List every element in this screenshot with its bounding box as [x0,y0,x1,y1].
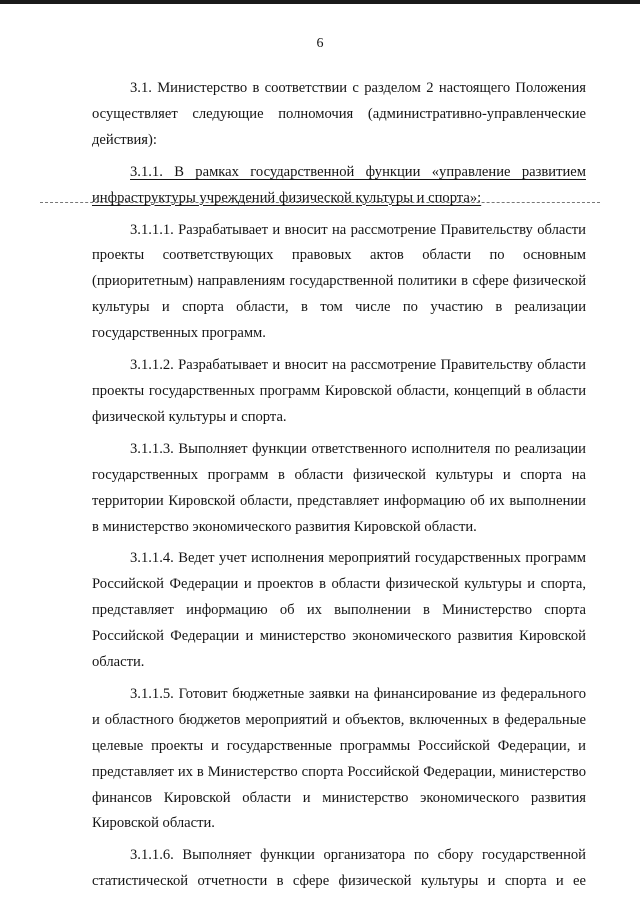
paragraph-3-1-1-2: 3.1.1.2. Разрабатывает и вносит на рассмотрение Правительству области проекты государственных программ Кировской области, концепций в области физической культуры и спорта. [92,357,586,425]
paragraph-3-1-1-6: 3.1.1.6. Выполняет функции организатора по сбору государственной статистической отчетности в сфере физической культуры и спорта и ее [92,847,586,890]
paragraph-3-1-1-5: 3.1.1.5. Готовит бюджетные заявки на финансирование из федерального и областного бюджетов мероприятий и объектов, включенных в федеральные целевые проекты и государственные программы Российской Федерации, и представляет их в Министерство спорта Российской Федерации, министерство финансов Кировской области и министерство экономического развития Кировской области. [92,685,586,832]
paragraph-3-1-1-4: 3.1.1.4. Ведет учет исполнения мероприятий государственных программ Российской Федерации и проектов в области физической культуры и спорта, представляет информацию об их выполнении в Министерство спорта Российской Федерации и министерство экономического развития Кировской области. [92,550,586,671]
document-body [92,76,586,901]
page-top-edge [0,0,640,4]
paragraph-3-1: 3.1. Министерство в соответствии с разделом 2 настоящего Положения осуществляет следующие полномочия (административно-управленческие действия): [92,80,586,148]
paragraph-3-1-1-3: 3.1.1.3. Выполняет функции ответственного исполнителя по реализации государственных программ в области физической культуры и спорта на территории Кировской области, представляет информацию об их выполнении в министерство экономического развития Кировской области. [92,440,586,535]
page-number: 6 [316,36,324,51]
paragraph-3-1-1: 3.1.1. В рамках государственной функции «управление развитием инфраструктуры учреждений физической культуры и спорта»: [92,163,586,206]
paragraph-3-1-1-1: 3.1.1.1. Разрабатывает и вносит на рассмотрение Правительству области проекты соответствующих правовых актов области по основным (приоритетным) направлениям государственной политики в сфере физической культуры и спорта области, в том числе по участию в реализации государственных программ. [92,221,586,342]
